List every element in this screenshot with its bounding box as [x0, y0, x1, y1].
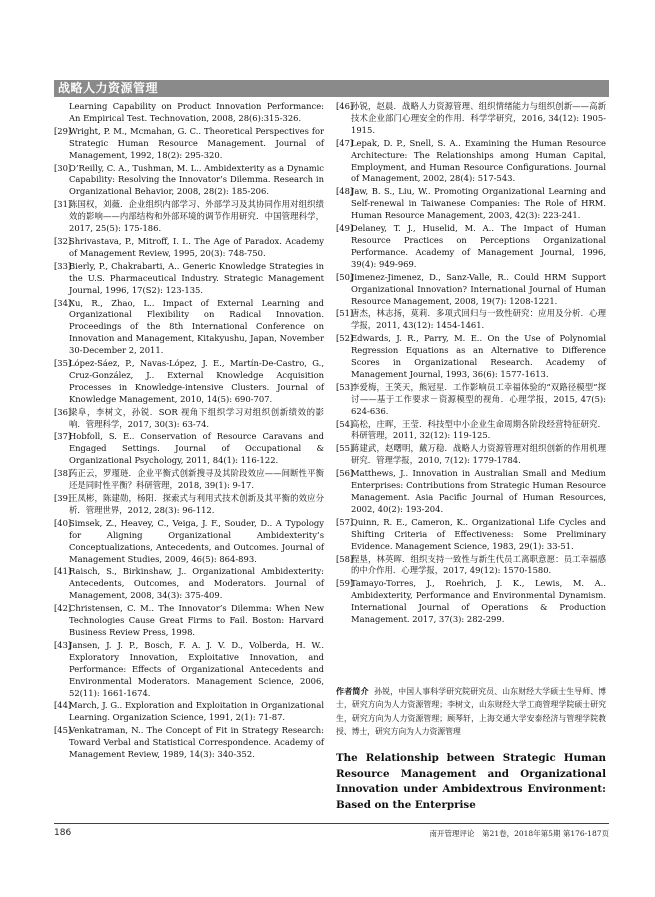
reference-item: [336, 308, 606, 332]
reference-item: [336, 382, 606, 418]
reference-number: [49]: [336, 223, 354, 234]
reference-text: Matthews, J.. Innovation in Australian Small and Medium Enterprises: Contributions from Strategic Human Resource Management. Asia Pacific Journal of Human Resources, 2002, 40(2): 193-204.: [351, 468, 606, 514]
reference-number: [59]: [336, 578, 354, 589]
reference-text: 高松，庄晖，王莹．科技型中小企业生命周期各阶段经营特征研究．科研管理，2011, 32(12): 119-125.: [351, 418, 606, 441]
reference-number: [44]: [54, 700, 72, 711]
reference-text: 陈国权，刘薇．企业组织内部学习、外部学习及其协同作用对组织绩效的影响——内部结构和外部环境的调节作用研究．中国管理科学，2017, 25(5): 175-186.: [69, 199, 324, 234]
reference-item: [336, 186, 606, 222]
reference-text: Jimenez-Jimenez, D., Sanz-Valle, R.. Could HRM Support Organizational Innovation? International Journal of Human Resource Management, 2008, 19(7): 1208-1221.: [351, 271, 606, 306]
reference-number: [57]: [336, 516, 354, 527]
reference-text: Christensen, C. M.. The Innovator’s Dilemma: When New Technologies Cause Great Firms to Fail. Boston: Harvard Business Review Press, 1998.: [69, 603, 324, 637]
reference-item: [336, 468, 606, 516]
reference-item: [54, 725, 324, 761]
reference-column-left: [54, 101, 324, 762]
reference-number: [42]: [54, 603, 72, 614]
reference-number: [35]: [54, 358, 72, 369]
reference-item: [54, 700, 324, 724]
reference-text: Tamayo-Torres, J., Roehrich, J. K., Lewis, M. A.. Ambidexterity, Performance and Environmental Dynamism. International Journal of Operations & Production Management. 2017, 37(3): 282-299.: [351, 578, 606, 625]
reference-column-right: [336, 101, 606, 627]
reference-number: [41]: [54, 566, 72, 577]
reference-number: [46]: [336, 101, 354, 111]
reference-item: [54, 566, 324, 602]
reference-item: [336, 223, 606, 271]
reference-item: [336, 333, 606, 381]
reference-number: [53]: [336, 381, 354, 392]
reference-number: [47]: [336, 137, 354, 148]
reference-item: [336, 101, 606, 137]
reference-item: [336, 272, 606, 308]
reference-item: [54, 518, 324, 566]
reference-item: [54, 163, 324, 199]
reference-text: Learning Capability on Product Innovation Performance: An Empirical Test. Technovation, 2008, 28(6):315-326.: [69, 101, 324, 123]
reference-item: [54, 261, 324, 297]
reference-number: [48]: [336, 186, 354, 197]
reference-text: Edwards, J. R., Parry, M. E.. On the Use of Polynomial Regression Equations as an Alternative to Difference Scores in Organizational Research. Academy of Management Journal, 1993, 36(6): 1577-1613.: [351, 333, 606, 379]
reference-text: Shrivastava, P., Mitroff, I. I.. The Age of Paradox. Academy of Management Review, 1995, 20(3): 748-750.: [69, 235, 324, 258]
reference-text: Jansen, J. J. P., Bosch, F. A. J. V. D., Volberda, H. W.. Exploratory Innovation, Exploitative Innovation, and Performance: Effects of Organizational Antecedents and Environmental Moderators. Management Science, 2006, 52(11): 1661-1674.: [69, 639, 324, 698]
reference-item: [336, 138, 606, 186]
reference-text: 程垦，林英晖．组织支持一致性与新生代员工离职意愿：员工幸福感的中介作用．心理学报，2017, 49(12): 1570-1580.: [351, 553, 606, 576]
reference-text: Venkatraman, N.. The Concept of Fit in Strategy Research: Toward Verbal and Statistical Correspondence. Academy of Management Review, 1989, 14(3): 340-352.: [69, 725, 324, 760]
reference-text: Raisch, S., Birkinshaw, J.. Organizational Ambidexterity: Antecedents, Outcomes, and Moderators. Journal of Management, 2008, 34(3): 375-409.: [69, 566, 324, 601]
section-title: 战略人力资源管理: [58, 81, 159, 95]
reference-number: [38]: [54, 468, 72, 479]
reference-item: [336, 578, 606, 626]
reference-item: [336, 554, 606, 578]
reference-number: [45]: [54, 725, 72, 736]
author-bio: [336, 685, 606, 738]
reference-number: [54]: [336, 418, 354, 429]
reference-text: Jaw, B. S., Liu, W.. Promoting Organizational Learning and Self-renewal in Taiwanese Companies: The Role of HRM. Human Resource Management, 2003, 42(3): 223-241.: [351, 186, 606, 221]
reference-number: [33]: [54, 260, 72, 271]
reference-item: [54, 298, 324, 358]
reference-text: Quinn, R. E., Cameron, K.. Organizational Life Cycles and Shifting Criteria of Effectiveness: Some Preliminary Evidence. Management Science, 1983, 29(1): 33-51.: [351, 516, 606, 551]
reference-number: [55]: [336, 443, 354, 454]
reference-item: [54, 407, 324, 431]
reference-item: [54, 358, 324, 406]
reference-number: [30]: [54, 162, 72, 173]
reference-text: 蒋建武，赵曙明，戴万稳．战略人力资源管理对组织创新的作用机理研究．管理学报，2010, 7(12): 1779-1784.: [351, 443, 606, 466]
reference-text: 唐杰，林志扬，莫莉．多项式回归与一致性研究：应用及分析．心理学报，2011, 43(12): 1454-1461.: [351, 308, 606, 331]
reference-text: Lepak, D. P., Snell, S. A.. Examining the Human Resource Architecture: The Relationships among Human Capital, Employment, and Human Resource Configurations. Journal of Management, 2002, 28(4): 517-543.: [351, 137, 606, 184]
reference-item: [54, 126, 324, 162]
reference-number: [56]: [336, 468, 354, 479]
reference-number: [39]: [54, 493, 72, 503]
reference-text: March, J. G.. Exploration and Exploitation in Organizational Learning. Organization Science, 1991, 2(1): 71-87.: [69, 700, 324, 723]
reference-item: [336, 443, 606, 467]
reference-text: O’Reilly, C. A., Tushman, M. L.. Ambidexterity as a Dynamic Capability: Resolving the Innovator’s Dilemma. Research in Organizational Behavior, 2008, 28(2): 185-206.: [69, 162, 324, 197]
reference-text: 梁阜，李树文，孙锐．SOR 视角下组织学习对组织创新绩效的影响．管理科学，2017, 30(3): 63-74.: [69, 406, 324, 429]
reference-number: [36]: [54, 406, 72, 417]
reference-text: 孙锐，赵晨．战略人力资源管理、组织情绪能力与组织创新——高新技术企业部门心理安全的作用．科学学研究，2016, 34(12): 1905-1915.: [351, 101, 606, 135]
reference-text: 王凤彬，陈建勋，杨阳．探索式与利用式技术创新及其平衡的效应分析．管理世界，2012, 28(3): 96-112.: [69, 493, 324, 515]
journal-citation: 南开管理评论 第21卷，2018年第5期 第176-187页: [429, 829, 609, 838]
reference-text: Xu, R., Zhao, L.. Impact of External Learning and Organizational Flexibility on Radical Innovation. Proceedings of the 8th International Conference on Innovation and Management, Kitakyushu, Japan, November 30-December 2, 2011.: [69, 297, 324, 356]
reference-text: Simsek, Z., Heavey, C., Veiga, J. F., Souder, D.. A Typology for Aligning Organizational Ambidexterity’s Conceptualizations, Antecedents, and Outcomes. Journal of Management Studies, 2009, 46(5): 864-893.: [69, 517, 324, 564]
reference-item: [54, 493, 324, 517]
page-number: 186: [54, 828, 72, 838]
reference-number: [50]: [336, 271, 354, 282]
author-bio-text: 孙锐，中国人事科学研究院研究员、山东财经大学硕士生导师、博士，研究方向为人力资源管理；李树文，山东财经大学工商管理学院硕士研究生，研究方向为人力资源管理；顾琴轩，上海交通大学安泰经济与管理学院教授、博士，研究方向为人力资源管理: [336, 687, 607, 736]
reference-number: [29]: [54, 125, 72, 136]
author-bio-label: 作者简介: [336, 687, 369, 696]
section-header: [54, 80, 609, 97]
reference-item: [54, 640, 324, 700]
reference-number: [37]: [54, 431, 72, 442]
english-article-title: The Relationship between Strategic Human Resource Management and Organizational Innovation under Ambidextrous Environment: Based on the Enterprise: [336, 752, 606, 811]
reference-number: [32]: [54, 235, 72, 246]
reference-number: [34]: [54, 297, 72, 308]
reference-text: Hobfoll, S. E.. Conservation of Resource Caravans and Engaged Settings. Journal of Occupational & Organizational Psychology, 2011, 84(1): 116-122.: [69, 431, 324, 466]
reference-item: [54, 101, 324, 125]
reference-number: [52]: [336, 333, 354, 344]
reference-number: [40]: [54, 517, 72, 528]
reference-text: Bierly, P., Chakrabarti, A.. Generic Knowledge Strategies in the U.S. Pharmaceutical Industry. Strategic Management Journal, 1996, 17(S2): 123-135.: [69, 260, 324, 295]
reference-text: Delaney, T. J., Huselid, M. A.. The Impact of Human Resource Practices on Perceptions Organizational Performance. Academy of Management Journal, 1996, 39(4): 949-969.: [351, 223, 606, 269]
reference-number: [51]: [336, 308, 354, 319]
reference-text: 芮正云，罗瑾琏．企业平衡式创新搜寻及其阶段效应——间断性平衡还是同时性平衡？科研管理，2018, 39(1): 9-17.: [69, 468, 324, 491]
reference-number: [31]: [54, 199, 72, 210]
reference-item: [54, 199, 324, 235]
reference-text: 李爱梅，王笑天，熊冠星．工作影响员工幸福体验的“双路径模型”探讨——基于工作要求－资源模型的视角．心理学报，2015, 47(5): 624-636.: [351, 381, 606, 416]
reference-text: López-Sáez, P., Navas-López, J. E., Martín-De-Castro, G., Cruz-González, J.. External Knowledge Acquisition Processes in Knowledge-intensive Clusters. Journal of Knowledge Management, 2010, 14(5): 690-707.: [69, 358, 324, 404]
reference-item: [54, 431, 324, 467]
footer-divider: [54, 823, 609, 824]
reference-text: Wright, P. M., Mcmahan, G. C.. Theoretical Perspectives for Strategic Human Resource Management. Journal of Management, 1992, 18(2): 295-320.: [69, 125, 324, 160]
reference-item: [336, 517, 606, 553]
reference-item: [336, 419, 606, 443]
reference-number: [58]: [336, 553, 354, 564]
reference-number: [43]: [54, 639, 72, 650]
reference-item: [54, 236, 324, 260]
reference-item: [54, 468, 324, 492]
reference-item: [54, 603, 324, 639]
